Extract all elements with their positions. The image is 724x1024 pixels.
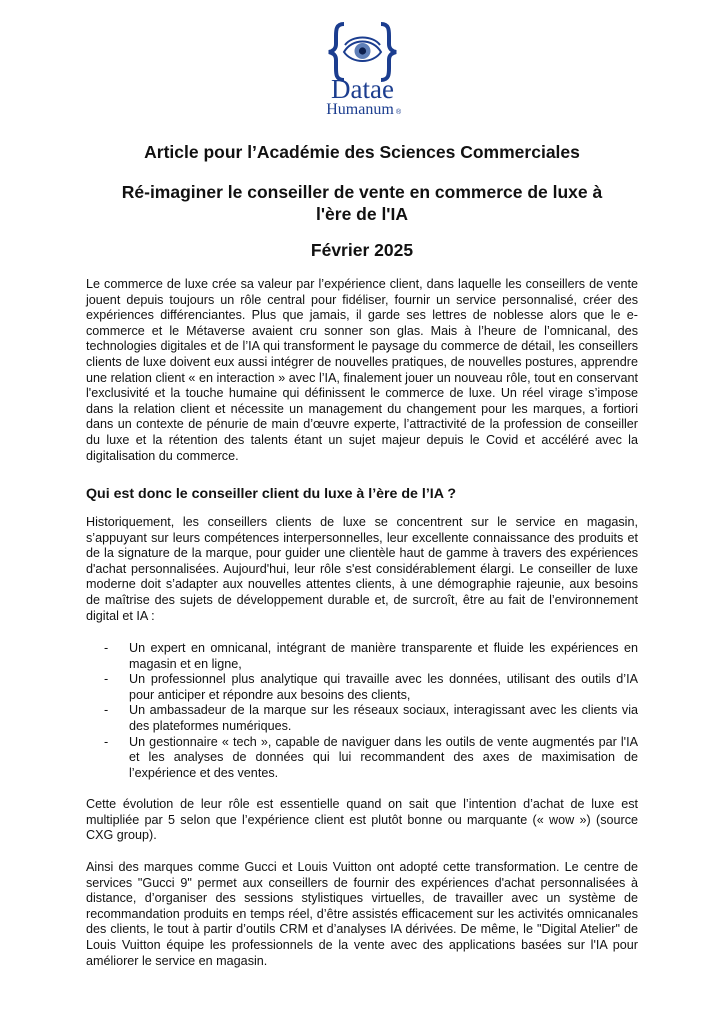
bullet-dash: -	[104, 672, 109, 687]
article-date: Février 2025	[310, 240, 414, 260]
logo-word-humanum: Humanum	[326, 101, 394, 118]
bullet-dash: -	[104, 734, 109, 749]
intro-paragraph: Le commerce de luxe crée sa valeur par l’expérience client, dans laquelle les conseillers de vente jouent depuis toujours un rôle central pour fidéliser, fournir un service personnalisé, créer des expériences différenciantes. Plus que jamais, il garde ses lettres de noblesse alors que le e-commerce et le Métaverse avaient cru sonner son glas. Mais à l’heure de l’omnicanal, des technologies digitales et de l’IA qui transforment le paysage du commerce de détail, les conseillers clients de luxe doivent eux aussi intégrer de nouvelles pratiques, de nouvelles postures, apprendre une relation client « en interaction » avec l’IA, finalement jouer un nouveau rôle, tout en conservant l'exclusivité et la touche humaine qui définissent le commerce de luxe. Un réel virage s’impose dans la relation client et nécessite un management du changement pour les marques, a fortiori dans un contexte de pénurie de main d’œuvre experte, l’attractivité de la profession de conseiller du luxe et la rétention des talents étant un sujet majeur depuis le Covid et accéléré avec la digitalisation du commerce.	[86, 277, 638, 463]
logo-word-datae: Datae	[331, 74, 394, 104]
article-title	[40, 181, 684, 225]
registered-mark: ®	[396, 109, 402, 116]
list-item-text: Un professionnel plus analytique qui travaille avec les données, utilisant des outils d’IA pour anticiper et répondre aux besoins des clients,	[129, 672, 638, 702]
list-item	[86, 735, 638, 782]
article-title-line-1: Ré-imaginer le conseiller de vente en commerce de luxe à	[121, 182, 603, 202]
list-item	[86, 641, 638, 672]
list-item-text: Un ambassadeur de la marque sur les réseaux sociaux, interagissant avec les clients via des plateformes numériques.	[129, 703, 638, 733]
eye-logo-icon	[300, 18, 425, 118]
bullet-dash: -	[104, 703, 109, 718]
list-item-text: Un gestionnaire « tech », capable de naviguer dans les outils de vente augmentés par l'IA et les analyses de données qui lui recommandent des axes de maximisation de l’expérience et des ventes.	[129, 734, 638, 780]
bullet-dash: -	[104, 641, 109, 655]
section-heading: Qui est donc le conseiller client du luxe à l’ère de l’IA ?	[86, 486, 457, 502]
brands-paragraph: Ainsi des marques comme Gucci et Louis Vuitton ont adopté cette transformation. Le centre de services "Gucci 9" permet aux conseillers de fournir des expériences d'achat personnalisées à distance, d’organiser des sessions stylistiques virtuelles, de travailler avec un système de recommandation produits en temps réel, d’être assistés efficacement sur les activités omnicanales des clients, le tout à partir d’outils CRM et d’analyses IA dérivées. De même, le "Digital Atelier" de Louis Vuitton équipe les professionnels de la vente avec des applications basées sur l'IA pour améliorer le service en magasin.	[86, 860, 638, 968]
article-heading: Article pour l’Académie des Sciences Commerciales	[144, 142, 580, 162]
list-item	[86, 703, 638, 734]
datae-humanum-logo	[300, 18, 425, 118]
list-item	[86, 672, 638, 703]
evolution-paragraph: Cette évolution de leur rôle est essentielle quand on sait que l’intention d’achat de luxe est multipliée par 5 selon que l’expérience client est plutôt bonne ou marquante (« wow ») (source CXG group).	[86, 797, 638, 843]
role-list	[86, 641, 638, 781]
list-item-text: Un expert en omnicanal, intégrant de manière transparente et fluide les expériences en magasin et en ligne,	[129, 641, 638, 671]
article-title-line-2: l'ère de l'IA	[316, 204, 408, 224]
historic-paragraph: Historiquement, les conseillers clients de luxe se concentrent sur le service en magasin, s’appuyant sur leurs compétences interpersonnelles, leur excellente connaissance des produits et de la signature de la marque, pour guider une clientèle haut de gamme à travers des expériences d'achat personnalisées. Aujourd'hui, leur rôle s'est considérablement élargi. Le conseiller de luxe moderne doit s’adapter aux nouvelles attentes clients, à une démographie rajeunie, aux besoins de maîtrise des sujets de développement durable et, de surcroît, être au fait de l’environnement digital et IA :	[86, 515, 638, 623]
